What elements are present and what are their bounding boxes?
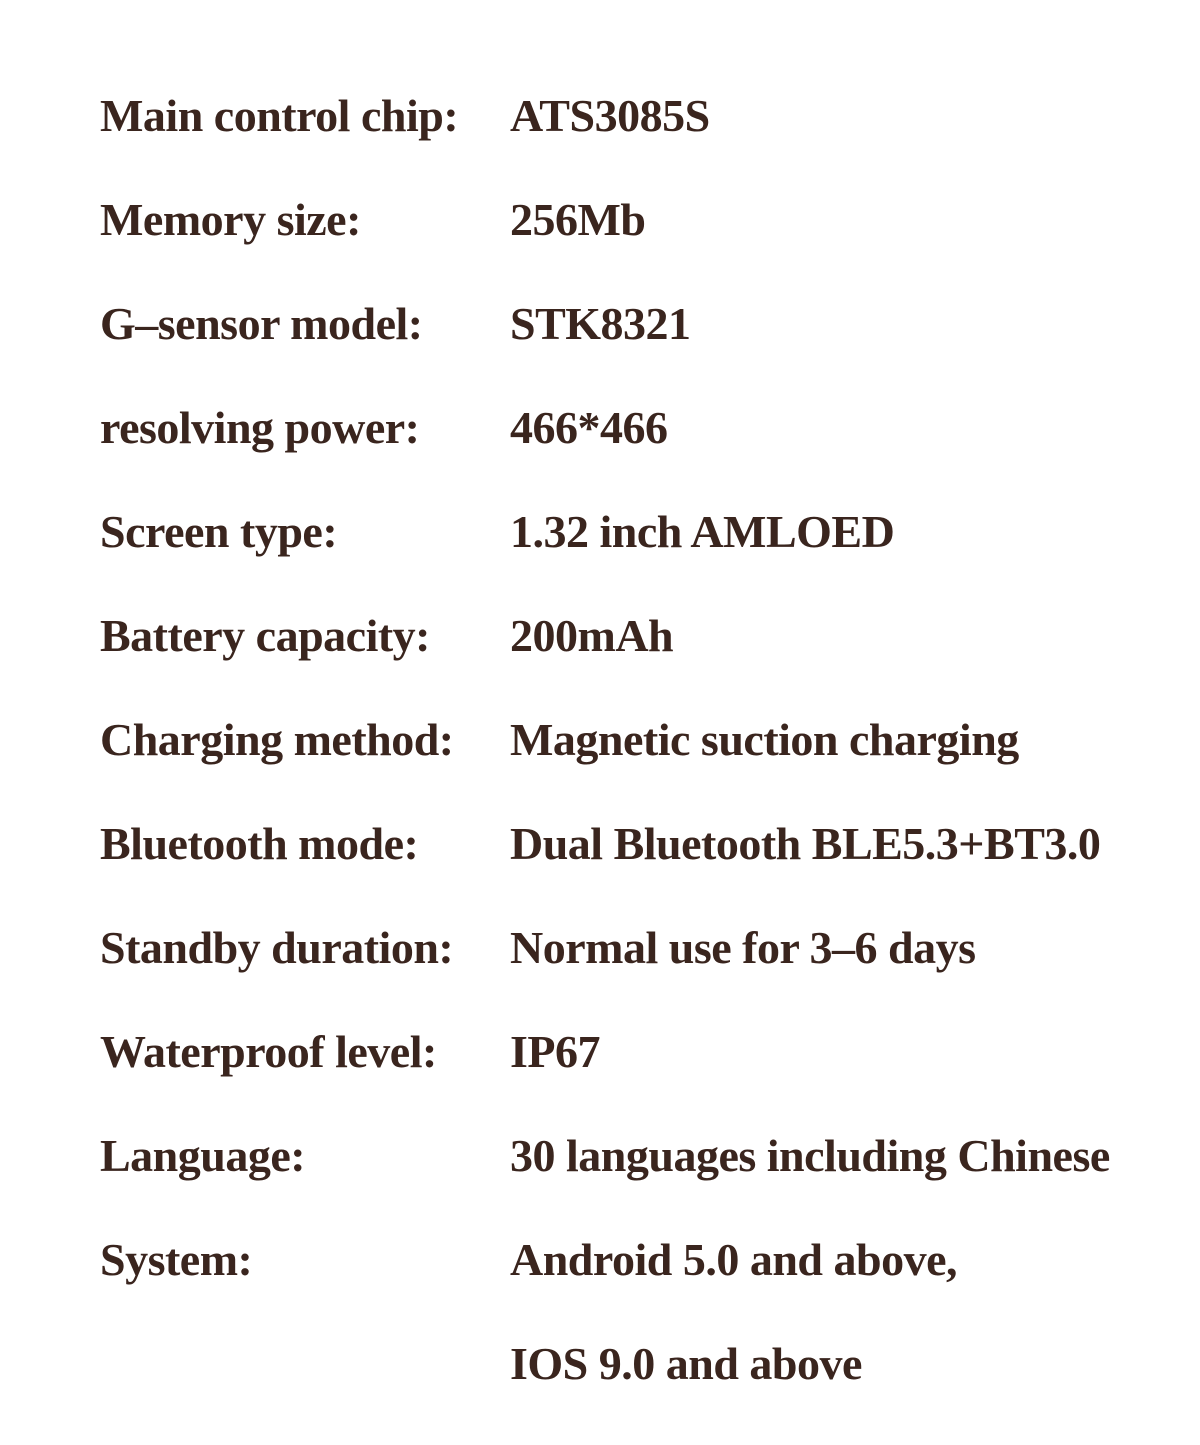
spec-row: [100, 300, 1180, 404]
spec-row: [100, 924, 1180, 1028]
spec-value: 30 languages including Chinese: [510, 1130, 1110, 1181]
spec-row: [100, 92, 1180, 196]
spec-label: Memory size:: [100, 194, 361, 245]
spec-row: [100, 612, 1180, 716]
spec-label: Standby duration:: [100, 922, 454, 973]
spec-value: 200mAh: [510, 610, 674, 661]
spec-value: 1.32 inch AMLOED: [510, 506, 895, 557]
spec-value: Magnetic suction charging: [510, 714, 1019, 765]
spec-label: System:: [100, 1234, 253, 1285]
spec-label: Screen type:: [100, 506, 338, 557]
spec-label: G–sensor model:: [100, 298, 423, 349]
spec-label: Waterproof level:: [100, 1026, 437, 1077]
spec-value: ATS3085S: [510, 90, 710, 141]
spec-row: [100, 1028, 1180, 1132]
spec-row: [100, 1132, 1180, 1236]
spec-row: [100, 1340, 1180, 1444]
spec-row: [100, 820, 1180, 924]
spec-value: 466*466: [510, 402, 668, 453]
spec-row: [100, 404, 1180, 508]
spec-value: 256Mb: [510, 194, 646, 245]
spec-label: Battery capacity:: [100, 610, 430, 661]
spec-value: Android 5.0 and above,: [510, 1234, 958, 1285]
spec-value: STK8321: [510, 298, 691, 349]
spec-label: Main control chip:: [100, 90, 459, 141]
spec-value: IOS 9.0 and above: [510, 1338, 862, 1389]
spec-value: IP67: [510, 1026, 600, 1077]
spec-value: Dual Bluetooth BLE5.3+BT3.0: [510, 818, 1101, 869]
spec-row: [100, 716, 1180, 820]
spec-row: [100, 196, 1180, 300]
spec-row: [100, 508, 1180, 612]
spec-label: resolving power:: [100, 402, 420, 453]
spec-label: Bluetooth mode:: [100, 818, 419, 869]
spec-row: [100, 1236, 1180, 1340]
spec-label: Language:: [100, 1130, 306, 1181]
spec-value: Normal use for 3–6 days: [510, 922, 976, 973]
spec-label: Charging method:: [100, 714, 454, 765]
